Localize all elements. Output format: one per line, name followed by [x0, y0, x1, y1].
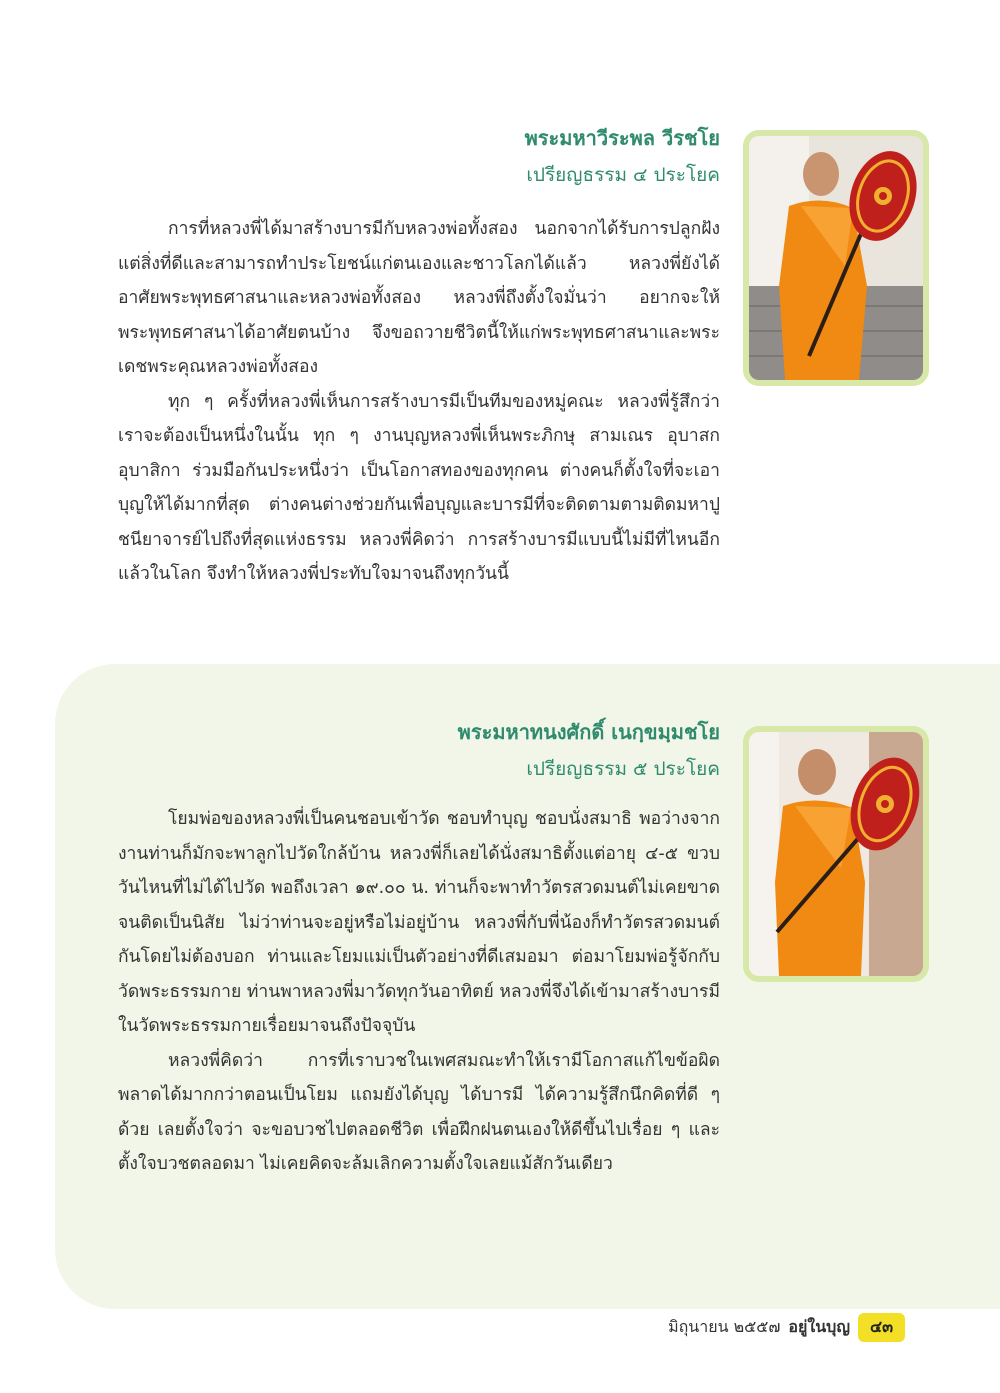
monk-photo	[749, 136, 923, 380]
paragraph: ทุก ๆ ครั้งที่หลวงพี่เห็นการสร้างบารมีเป็นทีมของหมู่คณะ หลวงพี่รู้สึกว่า เราจะต้องเป็นหนึ่งในนั้น ทุก ๆ งานบุญหลวงพี่เห็นพระภิกษุ สามเณร อุบาสก อุบาสิกา ร่วมมือกันประหนึ่งว่า เป็นโอกาสทองของทุกคน ต่างคนก็ตั้งใจที่จะเอาบุญให้ได้มากที่สุด ต่างคนต่างช่วยกันเพื่อบุญและบารมีที่จะติดตามตามติดมหาปูชนียาจารย์ไปถึงที่สุดแห่งธรรม หลวงพี่คิดว่า การสร้างบารมีแบบนี้ไม่มีที่ไหนอีกแล้วในโลก จึงทำให้หลวงพี่ประทับใจมาจนถึงทุกวันนี้	[118, 391, 720, 584]
profile-rank: เปรียญธรรม ๔ ประโยค	[526, 164, 720, 186]
page-number: ๔๓	[858, 1313, 905, 1342]
profile-name: พระมหาทนงศักดิ์ เนกฺขมฺมชโย	[457, 720, 720, 744]
photo-frame	[743, 726, 929, 982]
photo-frame	[743, 130, 929, 386]
profile-rank: เปรียญธรรม ๕ ประโยค	[526, 758, 720, 780]
paragraph: การที่หลวงพี่ได้มาสร้างบารมีกับหลวงพ่อทั้งสอง นอกจากได้รับการปลูกฝังแต่สิ่งที่ดีและสามารถทำประโยชน์แก่ตนเองและชาวโลกได้แล้ว หลวงพี่ยังได้อาศัยพระพุทธศาสนาและหลวงพ่อทั้งสอง หลวงพี่ถึงตั้งใจมั่นว่า อยากจะให้พระพุทธศาสนาได้อาศัยตนบ้าง จึงขอถวายชีวิตนี้ให้แก่พระพุทธศาสนาและพระเดชพระคุณหลวงพ่อทั้งสอง	[118, 219, 720, 377]
profile-body	[118, 802, 720, 1182]
paragraph: โยมพ่อของหลวงพี่เป็นคนชอบเข้าวัด ชอบทำบุญ ชอบนั่งสมาธิ พอว่างจากงานท่านก็มักจะพาลูกไปวัดใกล้บ้าน หลวงพี่ก็เลยได้นั่งสมาธิตั้งแต่อายุ ๔-๕ ขวบ วันไหนที่ไม่ได้ไปวัด พอถึงเวลา ๑๙.๐๐ น. ท่านก็จะพาทำวัตรสวดมนต์ไม่เคยขาดจนติดเป็นนิสัย ไม่ว่าท่านจะอยู่หรือไม่อยู่บ้าน หลวงพี่กับพี่น้องก็ทำวัตรสวดมนต์กันโดยไม่ต้องบอก ท่านและโยมแม่เป็นตัวอย่างที่ดีเสมอมา ต่อมาโยมพ่อรู้จักกับวัดพระธรรมกาย ท่านพาหลวงพี่มาวัดทุกวันอาทิตย์ หลวงพี่จึงได้เข้ามาสร้างบารมีในวัดพระธรรมกายเรื่อยมาจนถึงปัจจุบัน	[118, 809, 720, 1036]
monk-photo	[749, 732, 923, 976]
profile-name: พระมหาวีระพล วีรชโย	[524, 126, 720, 150]
magazine-title: อยู่ในบุญ	[788, 1316, 850, 1336]
page-footer	[668, 1312, 905, 1342]
profile-body	[118, 212, 720, 592]
issue-date: มิถุนายน ๒๕๕๗	[668, 1316, 781, 1336]
profile-section-1	[0, 0, 1000, 660]
paragraph: หลวงพี่คิดว่า การที่เราบวชในเพศสมณะทำให้เรามีโอกาสแก้ไขข้อผิดพลาดได้มากกว่าตอนเป็นโยม แถมยังได้บุญ ได้บารมี ได้ความรู้สึกนึกคิดที่ดี ๆ ด้วย เลยตั้งใจว่า จะขอบวชไปตลอดชีวิต เพื่อฝึกฝนตนเองให้ดีขึ้นไปเรื่อย ๆ และตั้งใจบวชตลอดมา ไม่เคยคิดจะล้มเลิกความตั้งใจเลยแม้สักวันเดียว	[118, 1050, 720, 1174]
profile-section-2	[0, 664, 1000, 1309]
